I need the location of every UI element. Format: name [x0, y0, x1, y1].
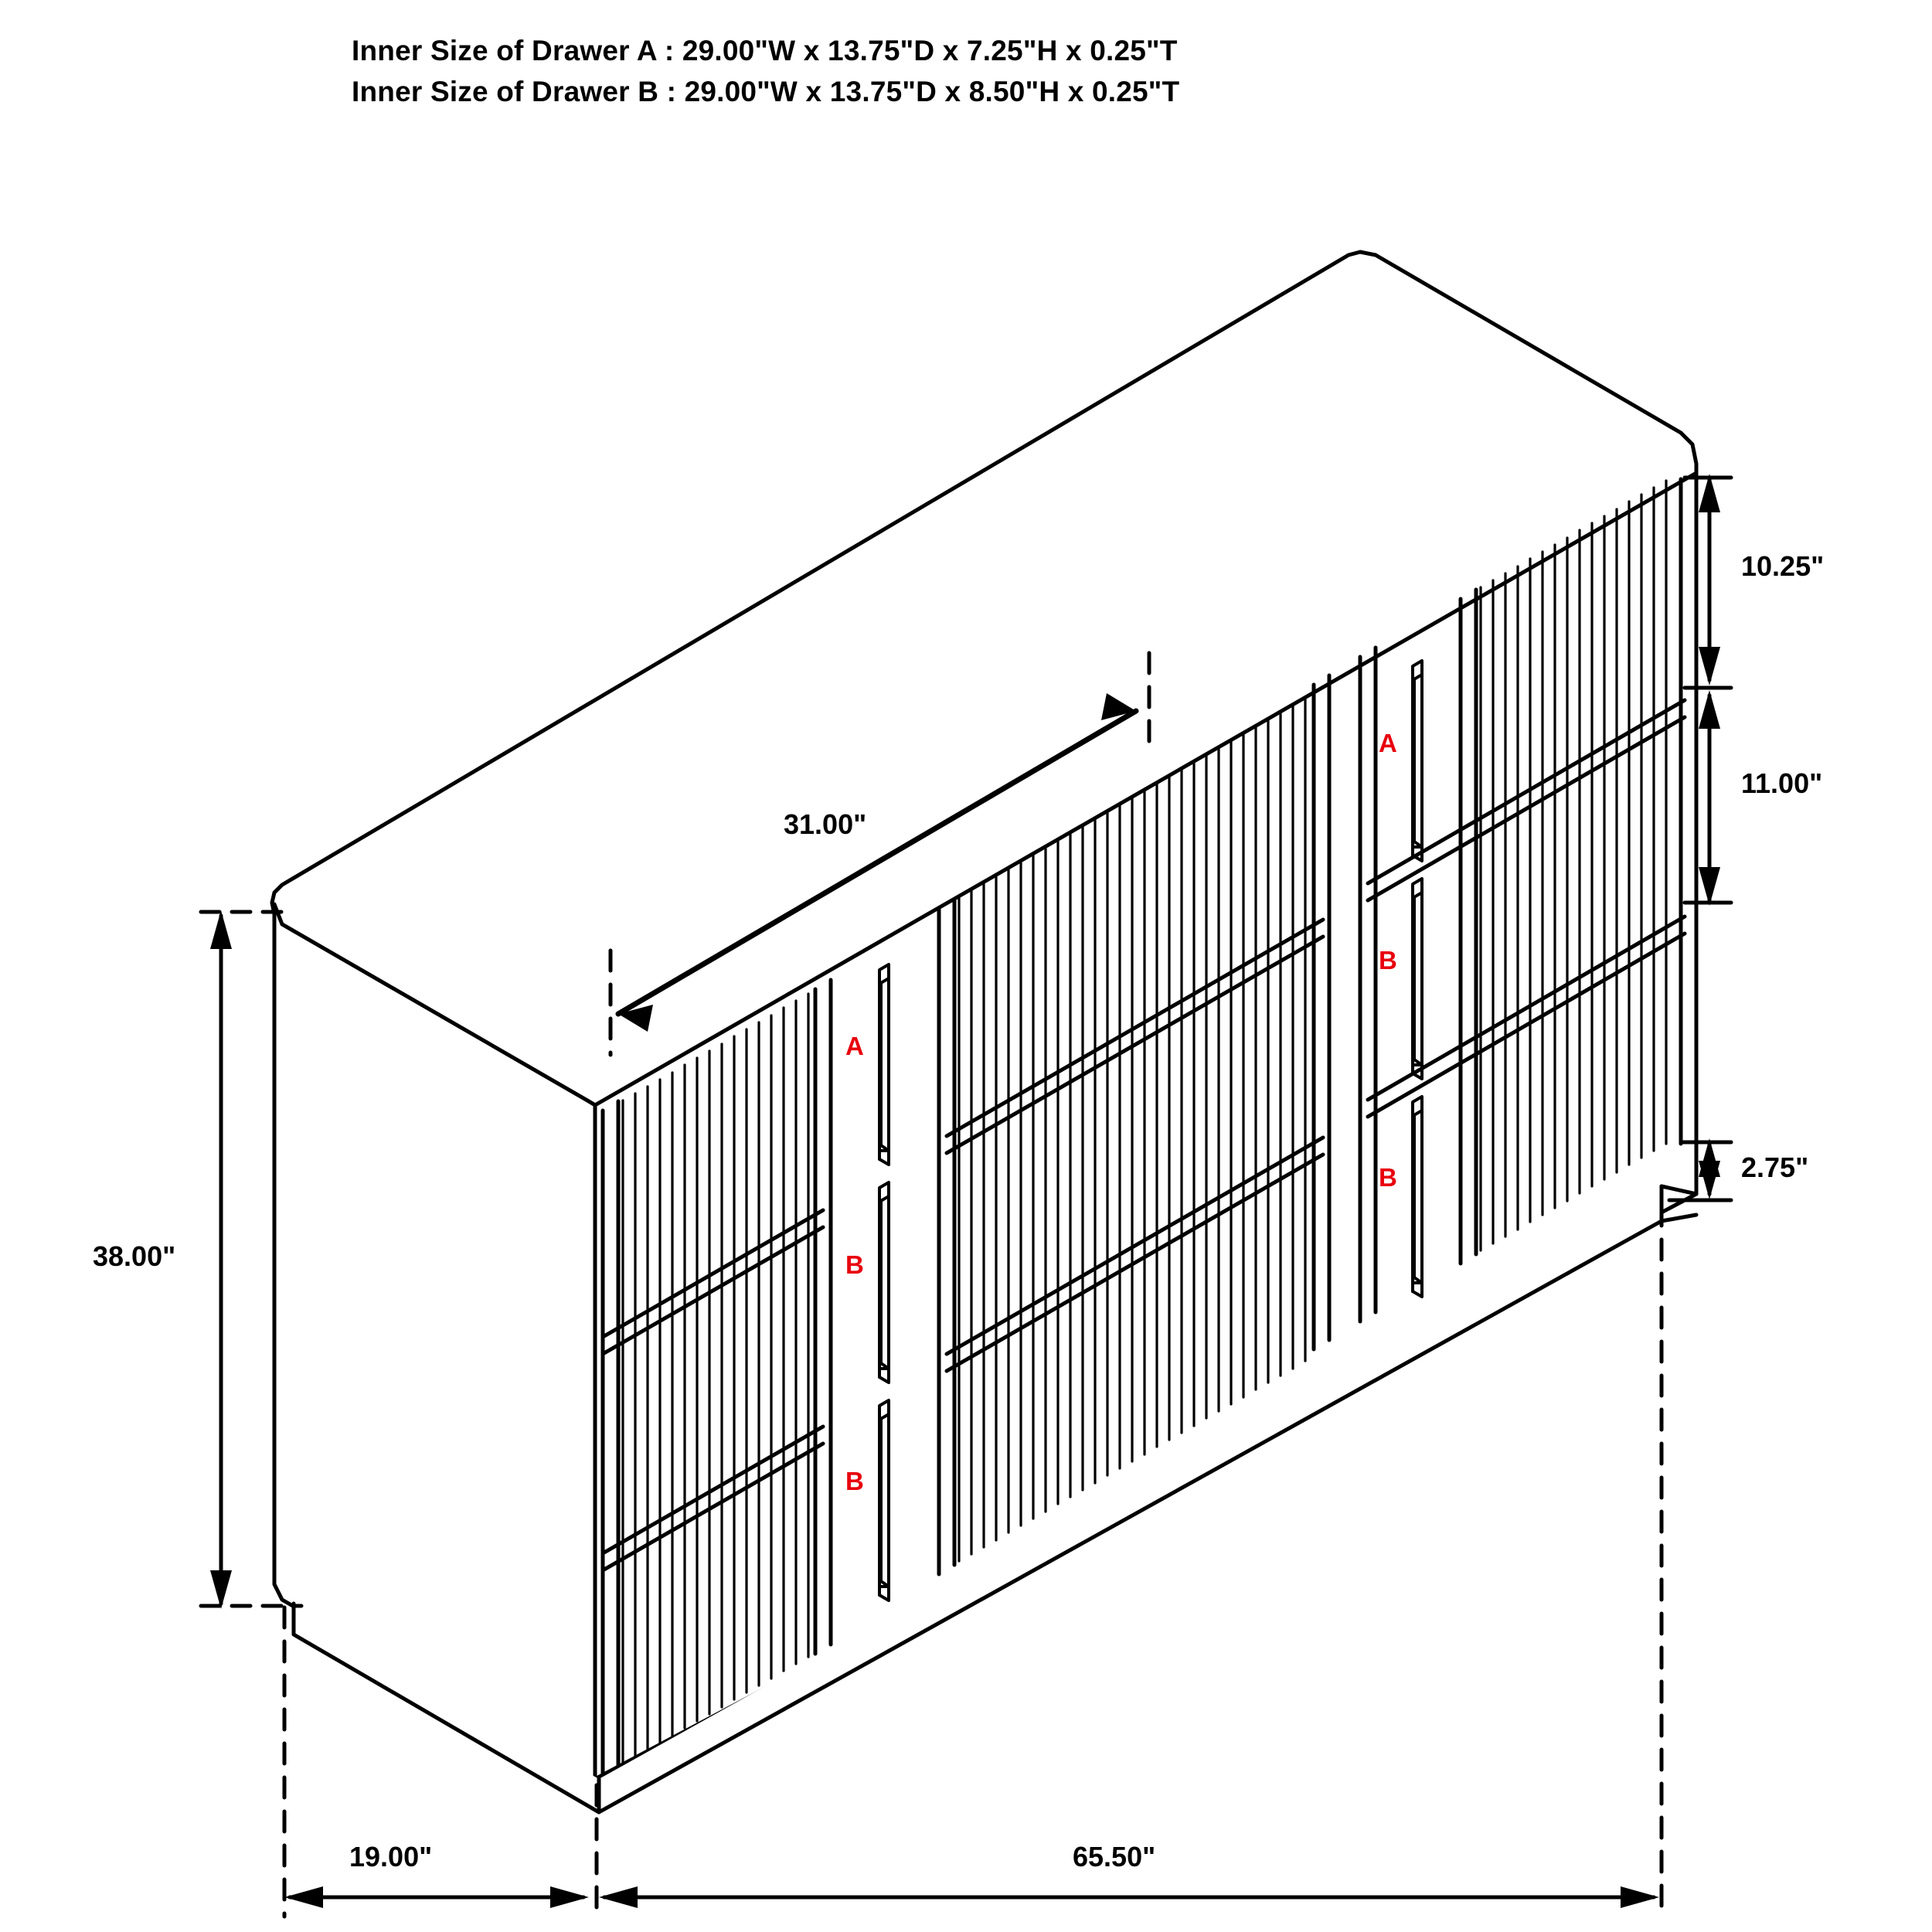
- dim-label-plinth: 2.75": [1741, 1151, 1809, 1183]
- dim-label-top-drawer: 10.25": [1741, 550, 1825, 582]
- dim-label-side-depth: 19.00": [349, 1841, 433, 1872]
- drawer-label-left-top: A: [845, 1032, 864, 1060]
- dim-label-height: 38.00": [93, 1240, 176, 1272]
- dim-label-width: 65.50": [1073, 1841, 1156, 1872]
- dim-label-mid-drawer: 11.00": [1741, 767, 1823, 799]
- drawer-label-right-top: A: [1379, 729, 1397, 757]
- dim-label-depth: 31.00": [784, 808, 867, 840]
- drawer-label-left-bottom: B: [845, 1467, 864, 1495]
- note-line-drawer-b: Inner Size of Drawer B : 29.00"W x 13.75"D x 8.50"H x 0.25"T: [352, 75, 1180, 107]
- drawer-label-right-bottom: B: [1379, 1163, 1397, 1192]
- note-line-drawer-a: Inner Size of Drawer A : 29.00"W x 13.75"D x 7.25"H x 0.25"T: [352, 35, 1178, 66]
- drawer-label-right-mid: B: [1379, 946, 1397, 975]
- drawer-label-left-mid: B: [845, 1250, 864, 1279]
